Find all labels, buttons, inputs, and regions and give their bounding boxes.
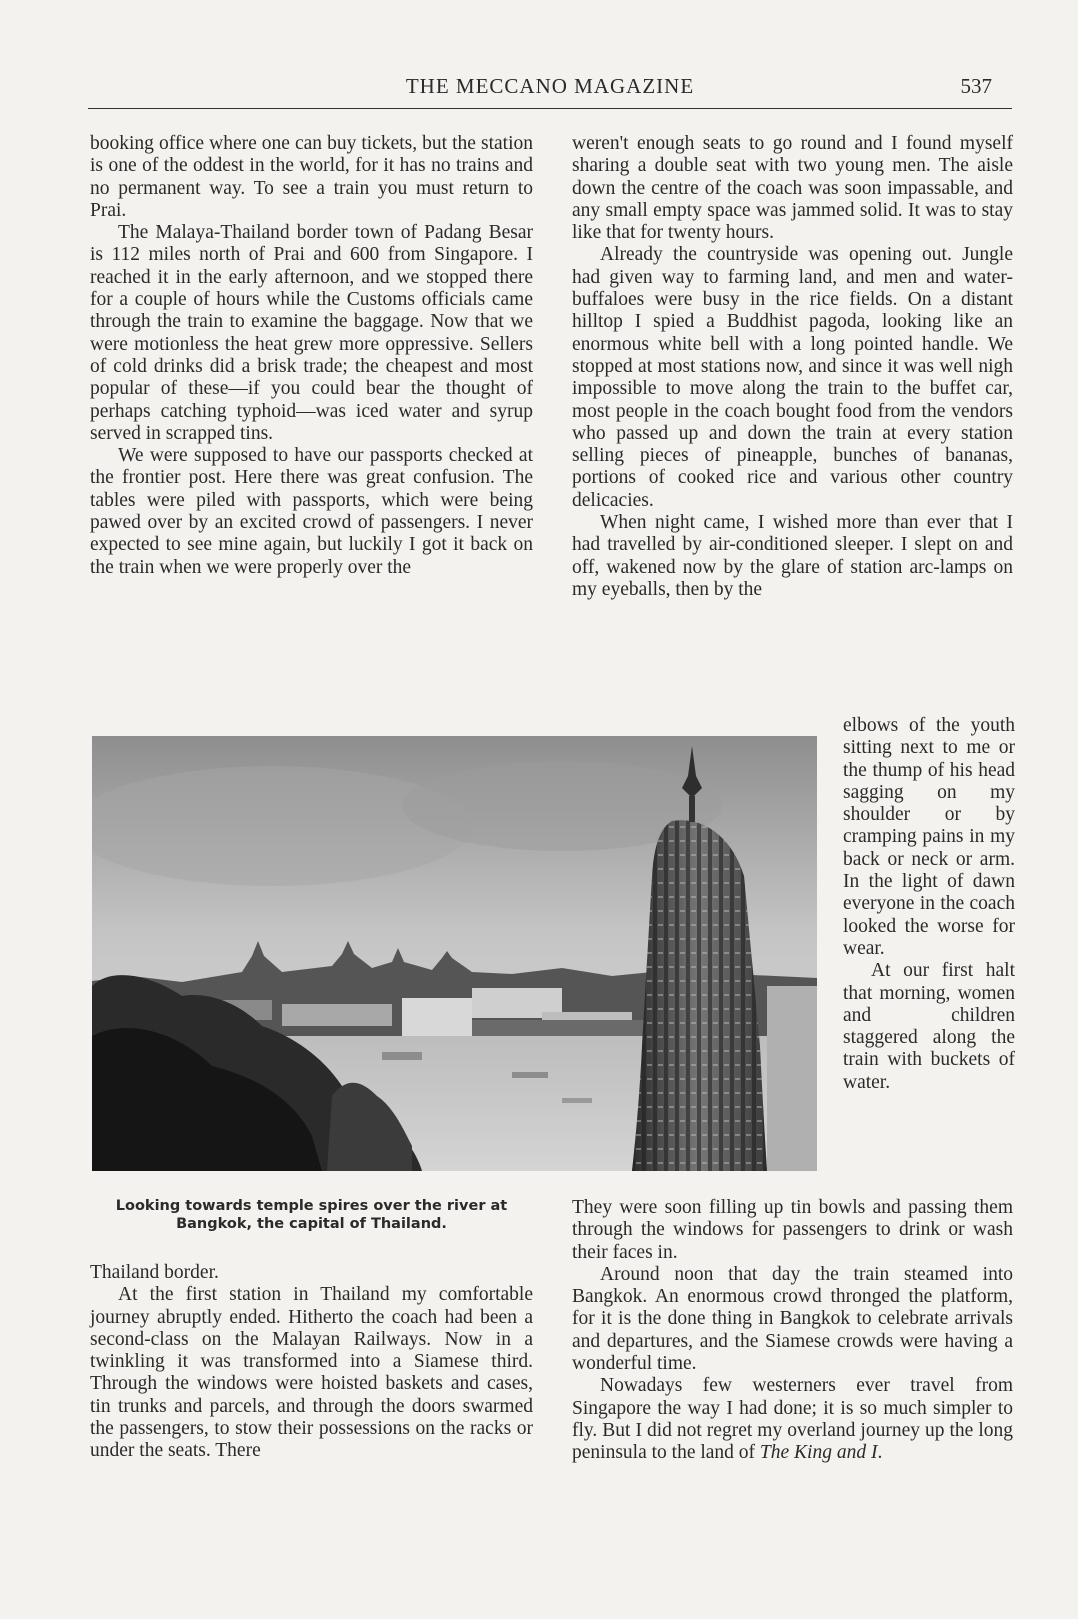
paragraph: weren't enough seats to go round and I found myself sharing a double seat with two young men. The aisle down the centre of the coach was soon impassable, and any small empty space was jammed solid. It was to stay like that for twenty hours. — [572, 133, 1013, 244]
column-right-narrow — [843, 715, 1015, 1094]
paragraph-text: Nowadays few westerners ever travel from Singapore the way I had done; it is so much simpler to fly. But I did not regret my overland journey up the long peninsula to the land of — [572, 1375, 1013, 1464]
paragraph: The Malaya-Thailand border town of Padang Besar is 112 miles north of Prai and 600 from Singapore. I reached it in the early afternoon, and we stopped there for a couple of hours while the Customs officials came through the train to examine the baggage. Now that we were motionless the heat grew more oppressive. Sellers of cold drinks did a brisk trade; the cheapest and most popular of these—if you could bear the thought of perhaps catching typhoid—was iced water and syrup served in scrapped tins. — [90, 222, 533, 444]
paragraph: At the first station in Thailand my comfortable journey abruptly ended. Hitherto the coach had been a second-class on the Malayan Railways. Now in a twinkling it was transformed into a Siamese third. Through the windows were hoisted baskets and cases, tin trunks and parcels, and through the doors swarmed the passengers, to stow their possessions on the racks or under the seats. There — [90, 1284, 533, 1462]
paragraph: Already the countryside was opening out. Jungle had given way to farming land, and men and water-buffaloes were busy in the rice fields. On a distant hilltop I spied a Buddhist pagoda, looking like an enormous white bell with a long pointed handle. We stopped at most stations now, and since it was well nigh impossible to move along the train to the buffet car, most people in the coach bought food from the vendors who passed up and down the train at every station selling pieces of pineapple, bunches of bananas, portions of cooked rice and various other country delicacies. — [572, 244, 1013, 511]
photo-caption: Looking towards temple spires over the river at Bangkok, the capital of Thailand. — [115, 1198, 508, 1232]
paragraph: Around noon that day the train steamed into Bangkok. An enormous crowd thronged the platform, for it is the done thing in Bangkok to celebrate arrivals and departures, and the Siamese crowds were having a wonderful time. — [572, 1263, 1013, 1375]
paragraph: elbows of the youth sitting next to me or the thump of his head sagging on my shoulder or by cramping pains in my back or neck or arm. In the light of dawn everyone in the coach looked the worse for wear. — [843, 715, 1015, 959]
paragraph: We were supposed to have our passports checked at the frontier post. Here there was great confusion. The tables were piled with passports, which were being pawed over by an excited crowd of passengers. I never expected to see mine again, but luckily I got it back on the train when we were properly over the — [90, 445, 533, 578]
paragraph: Thailand border. — [90, 1262, 219, 1283]
page-header — [88, 72, 1012, 109]
column-left-bottom — [90, 1262, 533, 1463]
column-left-top — [90, 133, 533, 579]
magazine-title: THE MECCANO MAGAZINE — [405, 74, 695, 98]
paragraph-end: . — [877, 1442, 883, 1464]
bangkok-temple-photo — [92, 736, 817, 1171]
page-number: 537 — [960, 74, 992, 98]
paragraph: They were soon filling up tin bowls and passing them through the windows for passengers to drink or wash their faces in. — [572, 1197, 1013, 1263]
paragraph — [572, 1375, 1013, 1464]
column-right-top — [572, 133, 1013, 601]
book-title: The King and I — [759, 1442, 878, 1464]
paragraph: When night came, I wished more than ever that I had travelled by air-conditioned sleeper. I slept on and off, wakened now by the glare of station arc-lamps on my eyeballs, then by the — [572, 512, 1013, 600]
paragraph: booking office where one can buy tickets, but the station is one of the oddest in the world, for it has no trains and no permanent way. To see a train you must return to Prai. — [90, 133, 533, 221]
paragraph: At our first halt that morning, women and children staggered along the train with buckets of water. — [843, 960, 1015, 1093]
column-right-bottom — [572, 1197, 1013, 1465]
